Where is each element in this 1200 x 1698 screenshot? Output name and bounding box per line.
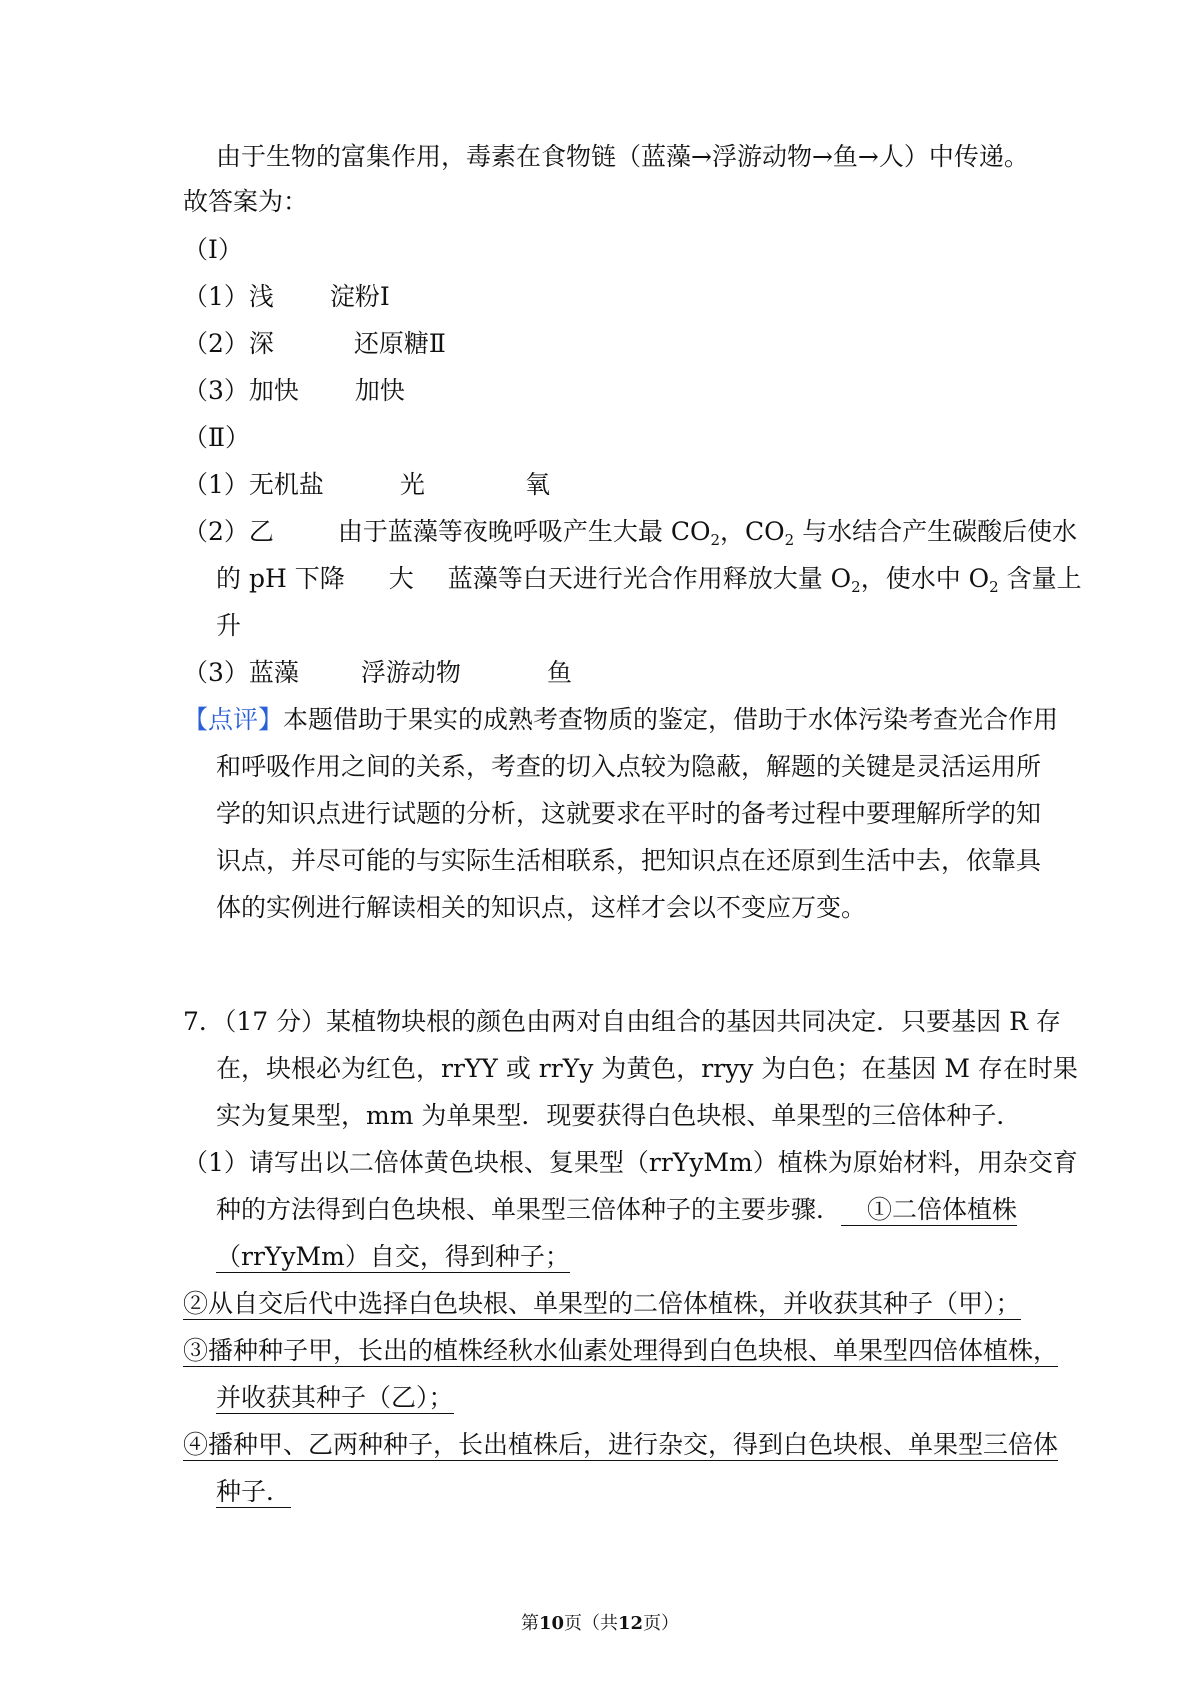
answer-text: ，CO <box>720 517 785 546</box>
answer-step-3-line-1: ③播种种子甲，长出的植株经秋水仙素处理得到白色块根、单果型四倍体植株， <box>183 1336 1059 1365</box>
page-total: 12 <box>618 1613 644 1634</box>
answer-value: 乙 <box>248 517 274 546</box>
answer-p2-2-line2 <box>216 562 1082 596</box>
item-number: （3） <box>183 376 249 405</box>
answer-value: 大 <box>388 564 414 593</box>
answer-value: 加快 <box>248 376 299 405</box>
analysis-chain-line: 由于生物的富集作用，毒素在食物链（蓝藻→浮游动物→鱼→人）中传递。 <box>216 142 1029 171</box>
answer-p1-2 <box>183 327 446 361</box>
answer-value: 蓝藻 <box>248 658 299 687</box>
answer-step-2: ②从自交后代中选择白色块根、单果型的二倍体植株，并收获其种子（甲）； <box>183 1289 1021 1318</box>
answer-text: 由于蓝藻等夜晚呼吸产生大最 CO <box>337 517 711 546</box>
answer-value: 鱼 <box>546 658 572 687</box>
question7-stem-line-2: 在，块根必为红色，rrYY 或 rrYy 为黄色，rryy 为白色；在基因 M 存在时果 <box>216 1054 1078 1083</box>
answer-p1-3 <box>183 374 405 408</box>
review-text: 本题借助于果实的成熟考查物质的鉴定，借助于水体污染考查光合作用 <box>283 705 1059 734</box>
review-line-3: 学的知识点进行试题的分析，这就要求在平时的备考过程中要理解所学的知 <box>216 799 1042 828</box>
answer-p1-1 <box>183 280 390 314</box>
question-text: 种的方法得到白色块根、单果型三倍体种子的主要步骤． <box>216 1195 842 1224</box>
answer-value: 深 <box>248 329 274 358</box>
answer-p2-2-line3: 升 <box>216 611 242 640</box>
question7-stem-line-1: 7．（17 分）某植物块根的颜色由两对自由组合的基因共同决定．只要基因 R 存 <box>183 1007 1061 1036</box>
page-footer: 第10页（共12页） <box>520 1613 680 1634</box>
part2-label: （Ⅱ） <box>183 423 250 452</box>
answer-intro: 故答案为： <box>183 187 309 216</box>
subscript: 2 <box>784 531 795 549</box>
answer-p2-1 <box>183 468 550 502</box>
answer-text: 的 pH 下降 <box>216 564 345 593</box>
answer-value: 淀粉Ⅰ <box>329 282 390 311</box>
answer-text: 含量上 <box>998 564 1082 593</box>
answer-text: 蓝藻等白天进行光合作用释放大量 O <box>447 564 852 593</box>
answer-step-1-cont: （rrYyMm）自交，得到种子； <box>216 1242 570 1271</box>
subscript: 2 <box>710 531 721 549</box>
item-number: （2） <box>183 329 249 358</box>
answer-value: 氧 <box>524 470 550 499</box>
review-line-5: 体的实例进行解读相关的知识点，这样才会以不变应万变。 <box>216 893 867 922</box>
review-line-2: 和呼吸作用之间的关系，考查的切入点较为隐蔽，解题的关键是灵活运用所 <box>216 752 1042 781</box>
item-number: （1） <box>183 470 249 499</box>
part1-label: （Ⅰ） <box>183 235 243 264</box>
review-line-1 <box>183 703 1058 737</box>
answer-value: 光 <box>399 470 425 499</box>
answer-step-3-line-2: 并收获其种子（乙）； <box>216 1383 454 1412</box>
subscript: 2 <box>989 578 999 596</box>
answer-text: 与水结合产生碳酸后使水 <box>794 517 1078 546</box>
review-tag: 【点评】 <box>183 705 284 734</box>
page-number: 10 <box>538 1613 564 1634</box>
question7-sub1-line-2 <box>216 1193 1017 1227</box>
item-number: （2） <box>183 517 249 546</box>
answer-value: 无机盐 <box>248 470 324 499</box>
answer-p2-3 <box>183 656 572 690</box>
subscript: 2 <box>851 578 861 596</box>
answer-p2-2-line1 <box>183 515 1077 549</box>
item-number: （1） <box>183 282 249 311</box>
answer-value: 加快 <box>354 376 405 405</box>
answer-value: 浮游动物 <box>360 658 461 687</box>
answer-text: ，使水中 O <box>860 564 990 593</box>
answer-step-1-start: ①二倍体植株 <box>841 1195 1017 1226</box>
review-line-4: 识点，并尽可能的与实际生活相联系，把知识点在还原到生活中去，依靠具 <box>216 846 1042 875</box>
answer-value: 浅 <box>248 282 274 311</box>
answer-step-4-line-1: ④播种甲、乙两种种子，长出植株后，进行杂交，得到白色块根、单果型三倍体 <box>183 1430 1059 1459</box>
answer-value: 还原糖Ⅱ <box>353 329 446 358</box>
question7-sub1-line-1: （1）请写出以二倍体黄色块根、复果型（rrYyMm）植株为原始材料，用杂交育 <box>183 1148 1078 1177</box>
answer-step-4-line-2: 种子． <box>216 1477 292 1506</box>
item-number: （3） <box>183 658 249 687</box>
question7-stem-line-3: 实为复果型，mm 为单果型．现要获得白色块根、单果型的三倍体种子． <box>216 1101 1022 1130</box>
